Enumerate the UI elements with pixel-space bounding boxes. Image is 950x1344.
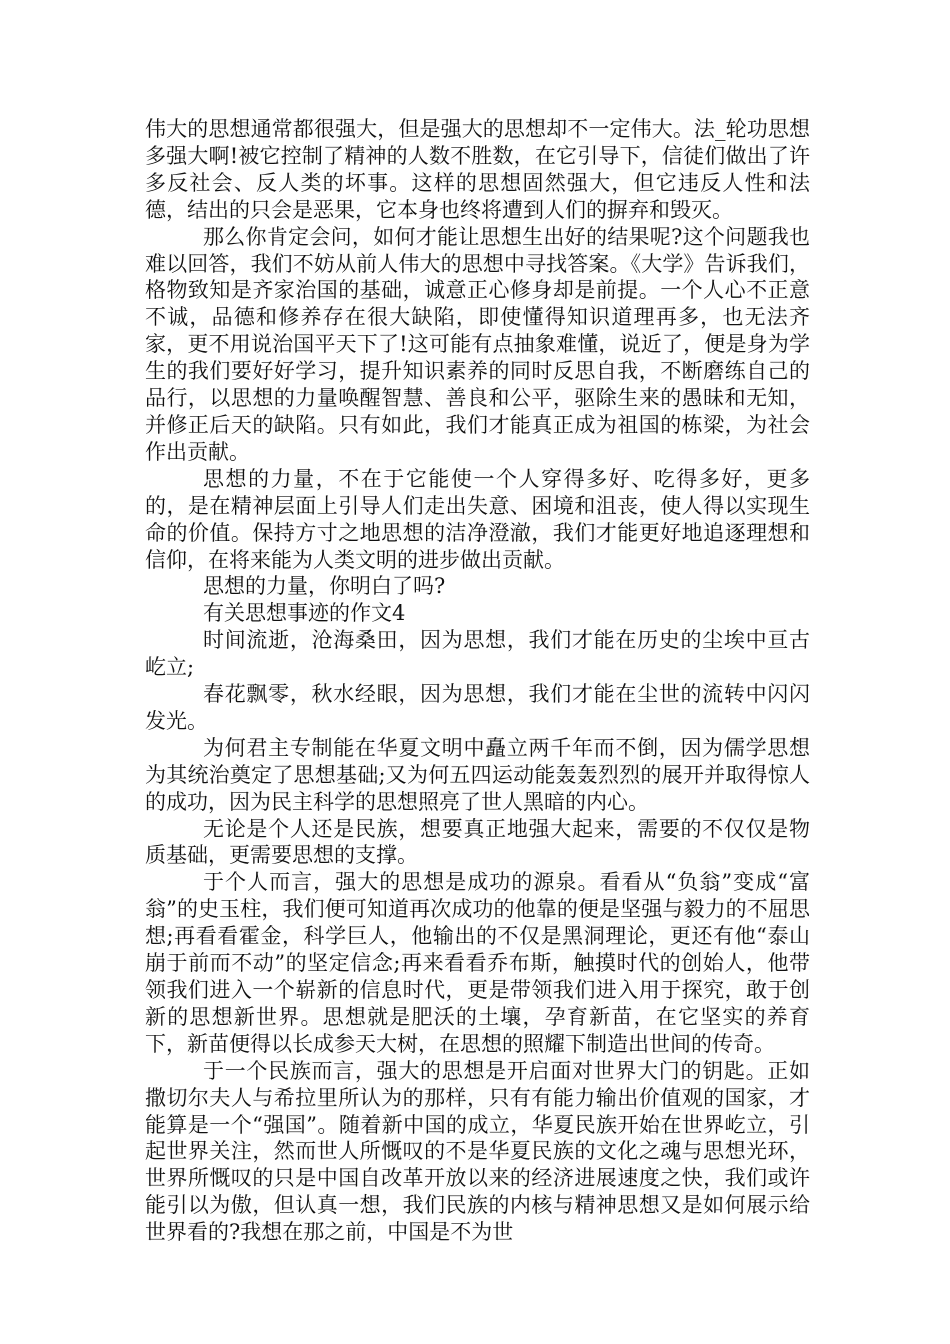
paragraph-1: 伟大的思想通常都很强大，但是强大的思想却不一定伟大。法_轮功思想多强大啊!被它控制了精神的人数不胜数，在它引导下，信徒们做出了许多反社会、反人类的坏事。这样的思想固然强大，但它违反人性和法德，结出的只会是恶果，它本身也终将遭到人们的摒弃和毁灭。 (145, 117, 810, 222)
paragraph-6: 时间流逝，沧海桑田，因为思想，我们才能在历史的尘埃中亘古屹立; (145, 628, 810, 680)
document-body (145, 116, 810, 1246)
paragraph-3: 思想的力量，不在于它能使一个人穿得多好、吃得多好，更多的，是在精神层面上引导人们走出失意、困境和沮丧，使人得以实现生命的价值。保持方寸之地思想的洁净澄澈，我们才能更好地追逐理想和信仰，在将来能为人类文明的进步做出贡献。 (145, 466, 810, 572)
paragraph-7: 春花飘零，秋水经眼，因为思想，我们才能在尘世的流转中闪闪发光。 (145, 682, 810, 733)
paragraph-2: 那么你肯定会问，如何才能让思想生出好的结果呢?这个问题我也难以回答，我们不妨从前人伟大的思想中寻找答案。《大学》告诉我们，格物致知是齐家治国的基础，诚意正心修身却是前提。一个人心不正意不诚，品德和修养存在很大缺陷，即使懂得知识道理再多，也无法齐家，更不用说治国平天下了!这可能有点抽象难懂，说近了，便是身为学生的我们要好好学习，提升知识素养的同时反思自我，不断磨练自己的品行，以思想的力量唤醒智慧、善良和公平，驱除生来的愚昧和无知，并修正后天的缺陷。只有如此，我们才能真正成为祖国的栋梁，为社会作出贡献。 (145, 224, 810, 464)
paragraph-9: 无论是个人还是民族，想要真正地强大起来，需要的不仅仅是物质基础，更需要思想的支撑。 (145, 816, 810, 868)
section-heading: 有关思想事迹的作文4 (203, 601, 406, 626)
paragraph-4: 思想的力量，你明白了吗? (203, 574, 446, 599)
paragraph-10: 于个人而言，强大的思想是成功的源泉。看看从“负翁”变成“富翁”的史玉柱，我们便可知道再次成功的他靠的便是坚强与毅力的不屈思想;再看看霍金，科学巨人，他输出的不仅是黑洞理论，更还有他“泰山崩于前而不动”的坚定信念;再来看看乔布斯，触摸时代的创始人，他带领我们进入一个崭新的信息时代，更是带领我们进入用于探究，敢于创新的思想新世界。思想就是肥沃的土壤，孕育新苗，在它坚实的养育下，新苗便得以长成参天大树，在思想的照耀下制造出世间的传奇。 (145, 870, 810, 1056)
paragraph-11: 于一个民族而言，强大的思想是开启面对世界大门的钥匙。正如撒切尔夫人与希拉里所认为的那样，只有有能力输出价值观的国家，才能算是一个“强国”。随着新中国的成立，华夏民族开始在世界屹立，引起世界关注，然而世人所慨叹的不是华夏民族的文化之魂与思想光环，世界所慨叹的只是中国自改革开放以来的经济进展速度之快，我们或许能引以为傲，但认真一想，我们民族的内核与精神思想又是如何展示给世界看的?我想在那之前，中国是不为世 (145, 1058, 810, 1245)
paragraph-8: 为何君主专制能在华夏文明中矗立两千年而不倒，因为儒学思想为其统治奠定了思想基础;又为何五四运动能轰轰烈烈的展开并取得惊人的成功，因为民主科学的思想照亮了世人黑暗的内心。 (145, 735, 810, 814)
